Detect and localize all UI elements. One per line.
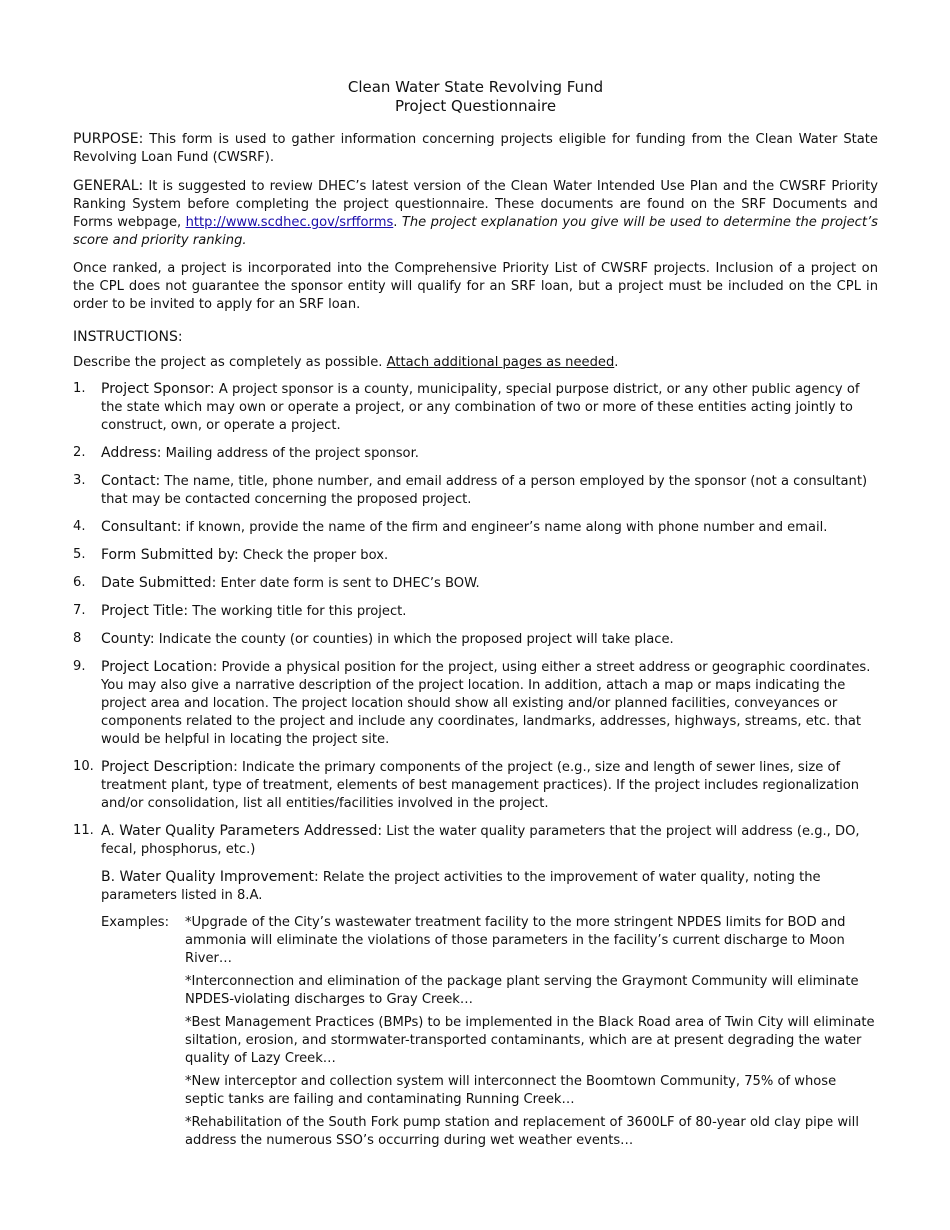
examples-list: [185, 914, 878, 1150]
list-item: [73, 380, 878, 435]
list-item: [73, 444, 878, 463]
item-text: Indicate the primary components of the project (e.g., size and length of sewer lines, size of treatment plant, type of treatment, elements of best management practices). If the project includes regionalization and/or consolidation, list all entities/facilities involved in the project.: [101, 760, 860, 811]
title-line-1: Clean Water State Revolving Fund: [347, 78, 604, 96]
instructions-heading: INSTRUCTIONS:: [73, 329, 183, 345]
list-item-11b: [73, 868, 878, 905]
item-label: Address:: [101, 445, 162, 461]
document-title: [73, 78, 878, 116]
example-item: *New interceptor and collection system will interconnect the Boomtown Community, 75% of whose septic tanks are failing and contaminating Running Creek…: [185, 1074, 837, 1107]
srf-forms-link[interactable]: http://www.scdhec.gov/srfforms: [185, 215, 394, 230]
item-text: if known, provide the name of the firm and engineer’s name along with phone number and email.: [181, 520, 828, 535]
item-text: A project sponsor is a county, municipality, special purpose district, or any other public agency of the state which may own or operate a project, or any combination of two or more of these entities acting jointly to construct, own, or operate a project.: [101, 382, 860, 433]
list-item: [73, 822, 878, 859]
item-label: Project Title:: [101, 603, 189, 619]
item-11b-label: B. Water Quality Improvement:: [101, 869, 319, 885]
instructions-intro-end: .: [614, 355, 619, 370]
item-11b-text: Relate the project activities to the improvement of water quality, noting the parameters listed in 8.A.: [101, 870, 821, 903]
list-item: [73, 602, 878, 621]
item-number: 5.: [73, 547, 86, 562]
instructions-intro: [73, 354, 878, 372]
example-item: *Best Management Practices (BMPs) to be implemented in the Black Road area of Twin City will eliminate siltation, erosion, and stormwater-transported contaminants, which are at present degrading the water quality of Lazy Creek…: [185, 1015, 875, 1066]
purpose-text: This form is used to gather information concerning projects eligible for funding from the Clean Water State Revolving Loan Fund (CWSRF).: [73, 132, 878, 165]
item-number: 9.: [73, 659, 86, 674]
instructions-intro-underlined: Attach additional pages as needed: [386, 355, 615, 370]
item-number: 6.: [73, 575, 86, 590]
item-label: Project Description:: [101, 759, 238, 775]
item-text: List the water quality parameters that the project will address (e.g., DO, fecal, phosphorus, etc.): [101, 824, 860, 857]
ranked-paragraph: Once ranked, a project is incorporated into the Comprehensive Priority List of CWSRF projects. Inclusion of a project on the CPL does not guarantee the sponsor entity will qualify for an SRF loan, but a project must be included on the CPL in order to be invited to apply for an SRF loan.: [73, 261, 878, 312]
list-item: [73, 574, 878, 593]
document-page: [73, 78, 878, 1150]
item-number: 1.: [73, 381, 86, 396]
item-label: Project Location:: [101, 659, 218, 675]
list-item: [73, 758, 878, 813]
item-number: 7.: [73, 603, 86, 618]
list-item: [73, 658, 878, 749]
examples-block: [73, 914, 878, 1150]
example-item: *Interconnection and elimination of the package plant serving the Graymont Community will eliminate NPDES-violating discharges to Gray Creek…: [185, 974, 859, 1007]
item-number: 2.: [73, 445, 86, 460]
item-label: Form Submitted by:: [101, 547, 239, 563]
item-text: Mailing address of the project sponsor.: [161, 446, 419, 461]
purpose-paragraph: [73, 130, 878, 167]
item-label: Date Submitted:: [101, 575, 217, 591]
item-text: Indicate the county (or counties) in which the proposed project will take place.: [154, 632, 674, 647]
example-item: *Upgrade of the City’s wastewater treatment facility to the more stringent NPDES limits for BOD and ammonia will eliminate the violations of those parameters in the facility’s current discharge to Moon River…: [185, 915, 846, 966]
instructions-list: [73, 380, 878, 1150]
general-label: GENERAL:: [73, 178, 144, 194]
item-number: 8: [73, 631, 82, 646]
item-number: 10.: [73, 759, 94, 774]
general-text-1: It is suggested to review DHEC’s latest version of the Clean Water Intended Use Plan and the CWSRF Priority Ranking System before completing the project questionnaire. These documents are found on the SRF Documents and Forms webpage,: [73, 179, 878, 230]
general-paragraph: [73, 177, 878, 250]
item-label: Consultant:: [101, 519, 182, 535]
item-text: Provide a physical position for the project, using either a street address or geographic coordinates. You may also give a narrative description of the project location. In addition, attach a map or maps indicating the project area and location. The project location should show all existing and/or planned facilities, conveyances or components related to the project and include any coordinates, landmarks, addresses, highways, streams, etc. that would be helpful in locating the project site.: [101, 660, 871, 747]
item-text: The name, title, phone number, and email address of a person employed by the sponsor (not a consultant) that may be contacted concerning the proposed project.: [101, 474, 868, 507]
general-text-2: .: [393, 215, 402, 230]
item-text: Enter date form is sent to DHEC’s BOW.: [216, 576, 480, 591]
list-item: [73, 518, 878, 537]
item-label: County:: [101, 631, 155, 647]
title-line-2: Project Questionnaire: [394, 97, 557, 115]
item-number: 11.: [73, 823, 94, 838]
examples-label: Examples:: [101, 915, 170, 930]
general-italic-note: The project explanation you give will be used to determine the project’s score and priority ranking.: [73, 215, 878, 248]
item-label: Project Sponsor:: [101, 381, 215, 397]
list-item: [73, 630, 878, 649]
item-label: A. Water Quality Parameters Addressed:: [101, 823, 383, 839]
item-number: 4.: [73, 519, 86, 534]
instructions-intro-text: Describe the project as completely as possible.: [73, 355, 387, 370]
list-item: [73, 472, 878, 509]
item-label: Contact:: [101, 473, 161, 489]
item-number: 3.: [73, 473, 86, 488]
example-item: *Rehabilitation of the South Fork pump station and replacement of 3600LF of 80-year old clay pipe will address the numerous SSO’s occurring during wet weather events…: [185, 1115, 859, 1148]
purpose-label: PURPOSE:: [73, 131, 144, 147]
item-text: The working title for this project.: [188, 604, 407, 619]
item-text: Check the proper box.: [238, 548, 389, 563]
list-item: [73, 546, 878, 565]
